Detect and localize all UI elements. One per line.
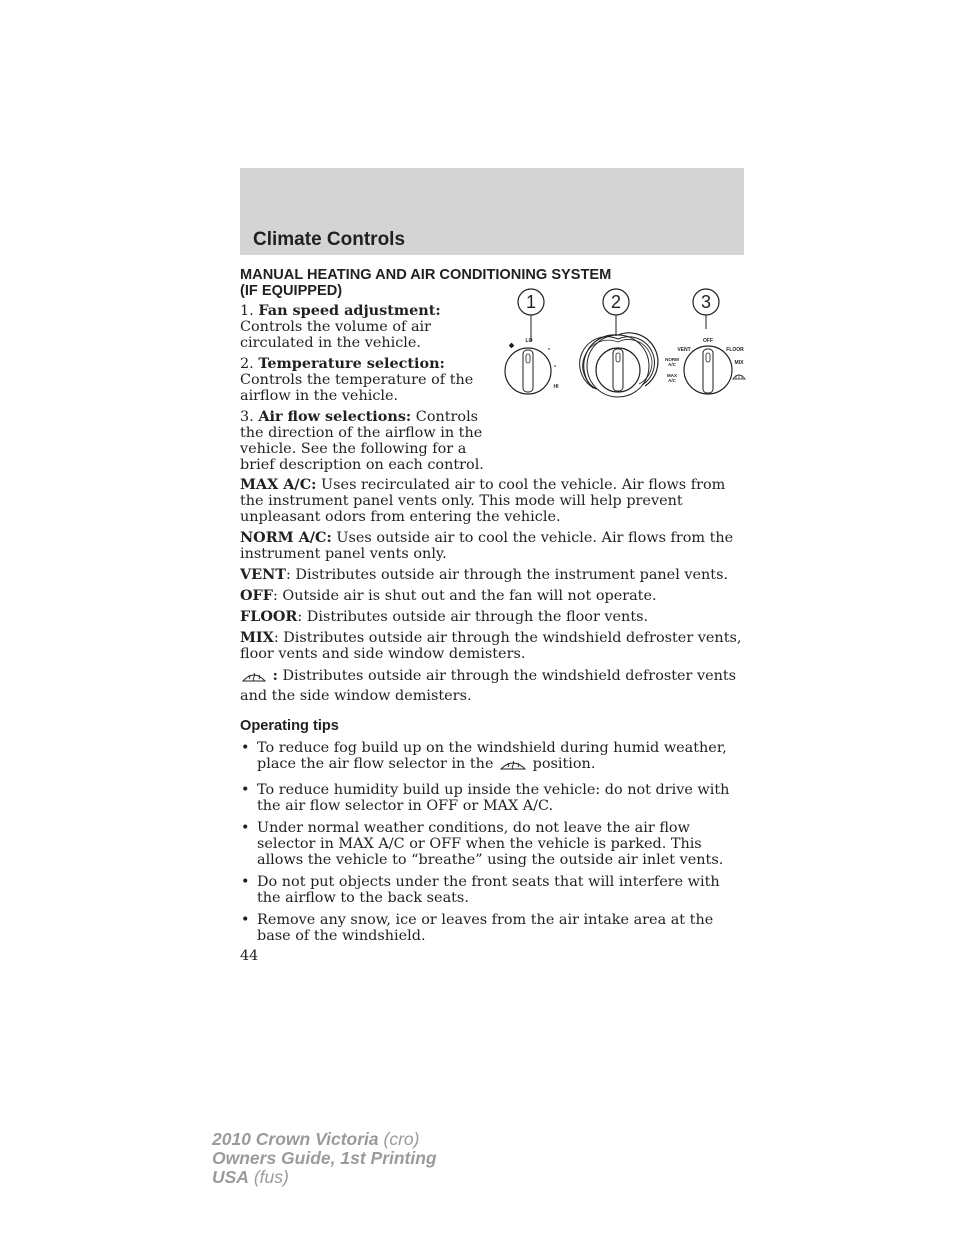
page-number: 44 bbox=[240, 948, 259, 964]
max-ac-label-line2: A/C bbox=[668, 378, 676, 383]
mode-max-ac: MAX A/C: Uses recirculated air to cool the vehicle. Air flows from the instrument panel vents only. This mode will help prevent unpleasant odors from entering the vehicle. bbox=[240, 476, 726, 525]
section-heading-line2: (IF EQUIPPED) bbox=[240, 282, 343, 299]
vent-label: VENT bbox=[677, 347, 691, 353]
svg-text:2: 2 bbox=[610, 292, 622, 312]
control-item-2: 2. Temperature selection: Controls the temperature of the airflow in the vehicle. bbox=[240, 355, 474, 404]
mode-vent: VENT: Distributes outside air through the instrument panel vents. bbox=[240, 566, 729, 583]
document-footer bbox=[212, 1130, 437, 1187]
norm-ac-label-line1: NORM bbox=[665, 357, 679, 362]
page-content bbox=[240, 268, 744, 964]
mode-floor: FLOOR: Distributes outside air through the floor vents. bbox=[240, 608, 649, 625]
tip-item-4: • Do not put objects under the front seats that will interfere with the airflow to the back seats. bbox=[241, 874, 720, 906]
defrost-icon bbox=[240, 668, 268, 688]
operating-tips-list bbox=[240, 740, 744, 944]
tip-item-1: • To reduce fog build up on the windshield during humid weather, place the air flow selector in the position. bbox=[240, 740, 744, 776]
control-item-3: 3. Air flow selections: Controls the direction of the airflow in the vehicle. See the following for a brief description on each control. bbox=[240, 408, 484, 473]
svg-text:3: 3 bbox=[700, 292, 712, 312]
control-item-1: 1. Fan speed adjustment: Controls the volume of air circulated in the vehicle. bbox=[240, 302, 441, 351]
footer-line-2: Owners Guide, 1st Printing bbox=[212, 1148, 437, 1168]
mode-norm-ac: NORM A/C: Uses outside air to cool the vehicle. Air flows from the instrument panel vents only. bbox=[240, 529, 734, 562]
fan-hi-label: HI bbox=[553, 384, 559, 390]
off-label: OFF bbox=[703, 338, 713, 344]
floor-label: FLOOR bbox=[726, 347, 744, 353]
fan-lo-label: LO bbox=[525, 338, 533, 344]
tip-item-3: • Under normal weather conditions, do not leave the air flow selector in MAX A/C or OFF when the vehicle is parked. This allows the vehicle to “breathe” using the outside air inlet vents. bbox=[241, 820, 724, 868]
tip-item-5: • Remove any snow, ice or leaves from the air intake area at the base of the windshield. bbox=[241, 912, 714, 944]
defrost-icon bbox=[498, 756, 528, 776]
footer-line-3: USA (fus) bbox=[212, 1167, 289, 1187]
svg-text:1: 1 bbox=[525, 292, 537, 312]
section-title: Climate Controls bbox=[253, 229, 406, 250]
section-heading-line1: MANUAL HEATING AND AIR CONDITIONING SYSTEM bbox=[240, 267, 612, 283]
operating-tips-heading: Operating tips bbox=[240, 718, 339, 734]
norm-ac-label-line2: A/C bbox=[668, 362, 676, 367]
mix-label: MIX bbox=[734, 360, 744, 366]
tip-item-2: • To reduce humidity build up inside the vehicle: do not drive with the air flow selector in OFF or MAX A/C. bbox=[241, 782, 730, 814]
mode-mix: MIX: Distributes outside air through the windshield defroster vents, floor vents and side window demisters. bbox=[240, 629, 742, 662]
mode-off: OFF: Outside air is shut out and the fan will not operate. bbox=[240, 587, 657, 604]
max-ac-label-line1: MAX bbox=[667, 373, 677, 378]
mode-defrost: : Distributes outside air through the windshield defroster vents and the side window demisters. bbox=[240, 667, 737, 704]
footer-line-1: 2010 Crown Victoria (cro) bbox=[212, 1129, 420, 1149]
